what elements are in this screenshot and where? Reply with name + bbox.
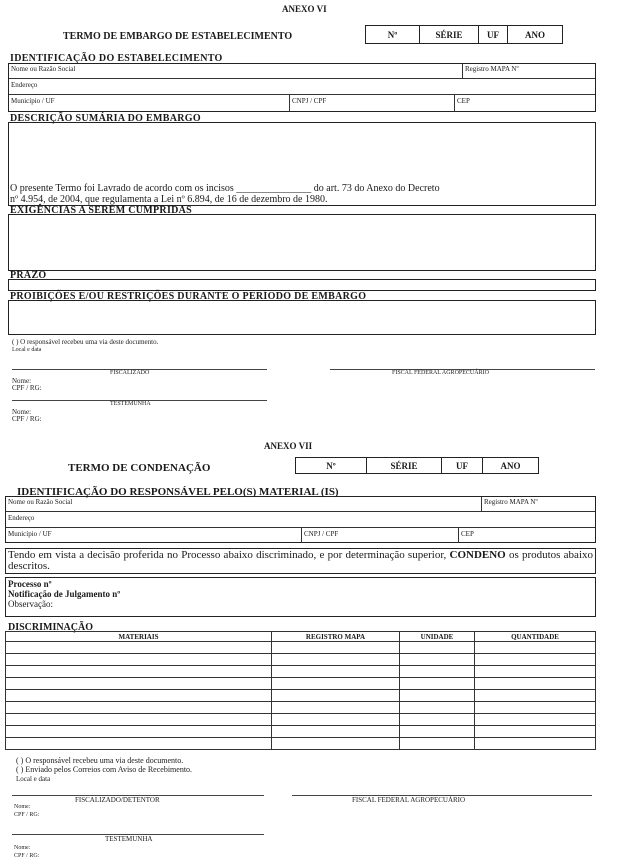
- exigencias-box[interactable]: [8, 214, 596, 271]
- sec-exigencias: EXIGÊNCIAS A SEREM CUMPRIDAS: [10, 205, 193, 216]
- observacao-field[interactable]: Observação:: [8, 599, 53, 609]
- table-cell[interactable]: [272, 714, 400, 726]
- table-cell[interactable]: [6, 726, 272, 738]
- processo-box: [5, 577, 596, 617]
- table-cell[interactable]: [475, 702, 596, 714]
- notificacao-julgamento-field[interactable]: Notificação de Julgamento nº: [8, 589, 121, 599]
- header-serie-cell[interactable]: SÉRIE: [419, 25, 479, 44]
- table-cell[interactable]: [6, 702, 272, 714]
- table-cell[interactable]: [400, 738, 475, 750]
- fiscal-federal-label: FISCAL FEDERAL AGROPECUÁRIO: [352, 796, 466, 804]
- testemunha-label: TESTEMUNHA: [110, 401, 151, 407]
- fiscalizado-nome-field[interactable]: Nome:: [14, 804, 31, 810]
- table-cell[interactable]: [400, 654, 475, 666]
- table-cell[interactable]: [475, 738, 596, 750]
- fiscalizado-nome-field[interactable]: Nome:: [12, 377, 32, 385]
- sec-descricao-embargo: DESCRIÇÃO SUMÁRIA DO EMBARGO: [10, 113, 201, 124]
- table-cell[interactable]: [272, 702, 400, 714]
- sec-identificacao-responsavel: IDENTIFICAÇÃO DO RESPONSÁVEL PELO(S) MATERIAL (IS): [17, 486, 339, 498]
- sec-prazo: PRAZO: [10, 270, 47, 281]
- testemunha-label: TESTEMUNHA: [105, 835, 153, 843]
- header-ano-cell[interactable]: ANO: [482, 457, 539, 474]
- testemunha-nome-field[interactable]: Nome:: [12, 408, 32, 416]
- col-registro-mapa-header: REGISTRO MAPA: [272, 632, 400, 642]
- anexo-vi-header-grid: [365, 25, 563, 44]
- anexo-vii-label: ANEXO VII: [264, 441, 313, 451]
- nome-razao-social-field[interactable]: Nome ou Razão Social: [8, 498, 73, 506]
- table-cell[interactable]: [6, 642, 272, 654]
- descricao-embargo-box[interactable]: [8, 122, 596, 206]
- header-ano-cell[interactable]: ANO: [507, 25, 563, 44]
- discriminacao-table: [5, 631, 596, 750]
- table-row: [6, 714, 596, 726]
- table-cell[interactable]: [475, 666, 596, 678]
- table-cell[interactable]: [400, 726, 475, 738]
- table-row: [6, 654, 596, 666]
- table-cell[interactable]: [400, 666, 475, 678]
- ident-responsavel-box: [5, 496, 596, 543]
- registro-mapa-field[interactable]: Registro MAPA Nº: [484, 498, 538, 506]
- table-cell[interactable]: [272, 654, 400, 666]
- table-cell[interactable]: [272, 678, 400, 690]
- table-row: [6, 690, 596, 702]
- table-cell[interactable]: [475, 714, 596, 726]
- recebeu-via-checkbox[interactable]: ( ) O responsável recebeu uma via deste documento.: [16, 756, 184, 765]
- anexo-vi-label: ANEXO VI: [282, 4, 327, 14]
- header-uf-cell[interactable]: UF: [441, 457, 483, 474]
- fiscalizado-cpf-field[interactable]: CPF / RG:: [12, 384, 42, 392]
- testemunha-cpf-field[interactable]: CPF / RG:: [14, 853, 40, 859]
- table-cell[interactable]: [475, 690, 596, 702]
- cep-field[interactable]: CEP: [457, 97, 470, 105]
- correios-aviso-checkbox[interactable]: ( ) Enviado pelos Correios com Aviso de Recebimento.: [16, 765, 193, 774]
- ident-estabelecimento-box: [8, 63, 596, 112]
- termo-embargo-title: TERMO DE EMBARGO DE ESTABELECIMENTO: [63, 31, 293, 42]
- fiscalizado-detentor-label: FISCALIZADO/DETENTOR: [75, 796, 160, 804]
- table-cell[interactable]: [6, 666, 272, 678]
- prazo-box[interactable]: [8, 279, 596, 291]
- table-cell[interactable]: [272, 666, 400, 678]
- recebeu-via-checkbox[interactable]: ( ) O responsável recebeu uma via deste documento.: [12, 338, 159, 346]
- table-row: [6, 726, 596, 738]
- cnpj-cpf-field[interactable]: CNPJ / CPF: [292, 97, 327, 105]
- table-cell[interactable]: [400, 702, 475, 714]
- cnpj-cpf-field[interactable]: CNPJ / CPF: [304, 530, 339, 538]
- col-materiais-header: MATERIAIS: [6, 632, 272, 642]
- testemunha-nome-field[interactable]: Nome:: [14, 845, 31, 851]
- col-quantidade-header: QUANTIDADE: [475, 632, 596, 642]
- table-row: [6, 666, 596, 678]
- anexo-vii-header-grid: [295, 457, 539, 474]
- sec-proibicoes: PROIBIÇÕES E/OU RESTRIÇÕES DURANTE O PERÍODO DE EMBARGO: [10, 291, 367, 302]
- table-cell[interactable]: [475, 642, 596, 654]
- sec-identificacao-estabelecimento: IDENTIFICAÇÃO DO ESTABELECIMENTO: [10, 53, 223, 64]
- table-cell[interactable]: [400, 690, 475, 702]
- testemunha-cpf-field[interactable]: CPF / RG:: [12, 415, 42, 423]
- municipio-uf-field[interactable]: Município / UF: [8, 530, 52, 538]
- table-cell[interactable]: [6, 714, 272, 726]
- table-cell[interactable]: [272, 642, 400, 654]
- termo-lavrado-text-2: nº 4.954, de 2004, que regulamenta a Lei nº 6.894, de 16 de dezembro de 1980.: [10, 194, 328, 205]
- header-numero-cell[interactable]: Nº: [365, 25, 420, 44]
- table-cell[interactable]: [400, 678, 475, 690]
- termo-condenacao-title: TERMO DE CONDENAÇÃO: [68, 462, 211, 474]
- endereco-field[interactable]: Endereço: [11, 81, 38, 89]
- table-row: [6, 738, 596, 750]
- local-data-label: Local e data: [16, 775, 51, 783]
- table-row: [6, 702, 596, 714]
- decisao-text-post: os produtos abaixo descritos.: [8, 549, 593, 572]
- table-cell[interactable]: [272, 726, 400, 738]
- fiscalizado-label: FISCALIZADO: [110, 370, 150, 376]
- local-data-label: Local e data: [12, 347, 42, 353]
- table-cell[interactable]: [272, 738, 400, 750]
- registro-mapa-field[interactable]: Registro MAPA Nº: [465, 65, 519, 73]
- municipio-uf-field[interactable]: Município / UF: [11, 97, 55, 105]
- table-cell[interactable]: [6, 654, 272, 666]
- table-cell[interactable]: [6, 738, 272, 750]
- decisao-text-pre: Tendo em vista a decisão proferida no Processo abaixo discriminado, e por determinação superior,: [8, 549, 450, 561]
- col-unidade-header: UNIDADE: [400, 632, 475, 642]
- table-cell[interactable]: [400, 714, 475, 726]
- table-cell[interactable]: [400, 642, 475, 654]
- decisao-condeno-box: [5, 548, 596, 574]
- endereco-field[interactable]: Endereço: [8, 514, 35, 522]
- header-serie-cell[interactable]: SÉRIE: [366, 457, 442, 474]
- fiscal-federal-label: FISCAL FEDERAL AGROPECUÁRIO: [392, 370, 489, 376]
- nome-razao-social-field[interactable]: Nome ou Razão Social: [11, 65, 76, 73]
- proibicoes-box[interactable]: [8, 300, 596, 335]
- fiscalizado-cpf-field[interactable]: CPF / RG:: [14, 812, 40, 818]
- sec-discriminacao: DISCRIMINAÇÃO: [8, 622, 94, 633]
- table-cell[interactable]: [475, 654, 596, 666]
- table-cell[interactable]: [475, 726, 596, 738]
- table-cell[interactable]: [272, 690, 400, 702]
- termo-lavrado-text-1: O presente Termo foi Lavrado de acordo com os incisos _______________ do art. 73 do Anexo do Decreto: [10, 183, 440, 194]
- header-numero-cell[interactable]: Nº: [295, 457, 367, 474]
- header-uf-cell[interactable]: UF: [478, 25, 508, 44]
- condeno-bold-text: CONDENO: [449, 549, 506, 561]
- table-row: [6, 678, 596, 690]
- cep-field[interactable]: CEP: [461, 530, 474, 538]
- table-cell[interactable]: [475, 678, 596, 690]
- table-row: [6, 642, 596, 654]
- table-cell[interactable]: [6, 678, 272, 690]
- processo-numero-field[interactable]: Processo nº: [8, 579, 52, 589]
- table-cell[interactable]: [6, 690, 272, 702]
